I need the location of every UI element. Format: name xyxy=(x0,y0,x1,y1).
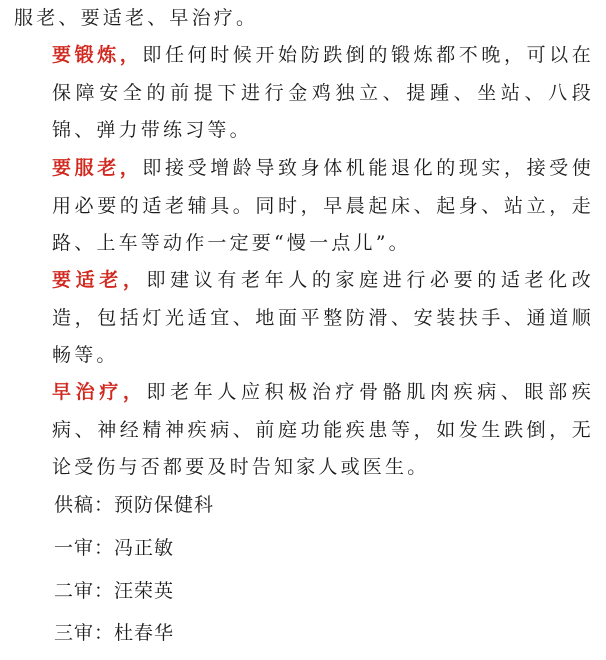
paragraph-body: 即老年人应积极治疗骨骼肌肉疾病、眼部疾病、神经精神疾病、前庭功能疾患等，如发生跌倒，无论受伤与否都要及时告知家人或医生。 xyxy=(52,381,594,478)
credit-review-2: 二审：汪荣英 xyxy=(54,580,175,602)
intro-tail-text xyxy=(14,0,594,38)
intro-tail: 服老、要适老、早治疗。 xyxy=(14,7,259,29)
paragraph-body: 即任何时候开始防跌倒的锻炼都不晚，可以在保障安全的前提下进行金鸡独立、提踵、坐站、八段锦、弹力带练习等。 xyxy=(52,44,594,141)
paragraph-body: 即建议有老年人的家庭进行必要的适老化改造，包括灯光适宜、地面平整防滑、安装扶手、通道顺畅等。 xyxy=(52,269,594,366)
credit-review-1: 一审：冯正敏 xyxy=(54,537,175,559)
credit-source: 供稿：预防保健科 xyxy=(54,494,215,516)
paragraph-heading: 要锻炼， xyxy=(52,44,143,66)
paragraph-adapt-home xyxy=(14,262,594,375)
paragraph-accept-aging xyxy=(14,150,594,263)
paragraph-body: 即接受增龄导致身体机能退化的现实，接受使用必要的适老辅具。同时，早晨起床、起身、站立，走路、上车等动作一定要“慢一点儿”。 xyxy=(52,157,594,254)
paragraph-exercise xyxy=(14,37,594,150)
paragraph-heading: 要服老， xyxy=(52,157,143,179)
paragraph-early-treatment xyxy=(14,374,594,487)
credit-review-3: 三审：杜春华 xyxy=(54,622,175,644)
paragraph-heading: 早治疗， xyxy=(52,381,147,403)
paragraph-heading: 要适老， xyxy=(52,269,147,291)
